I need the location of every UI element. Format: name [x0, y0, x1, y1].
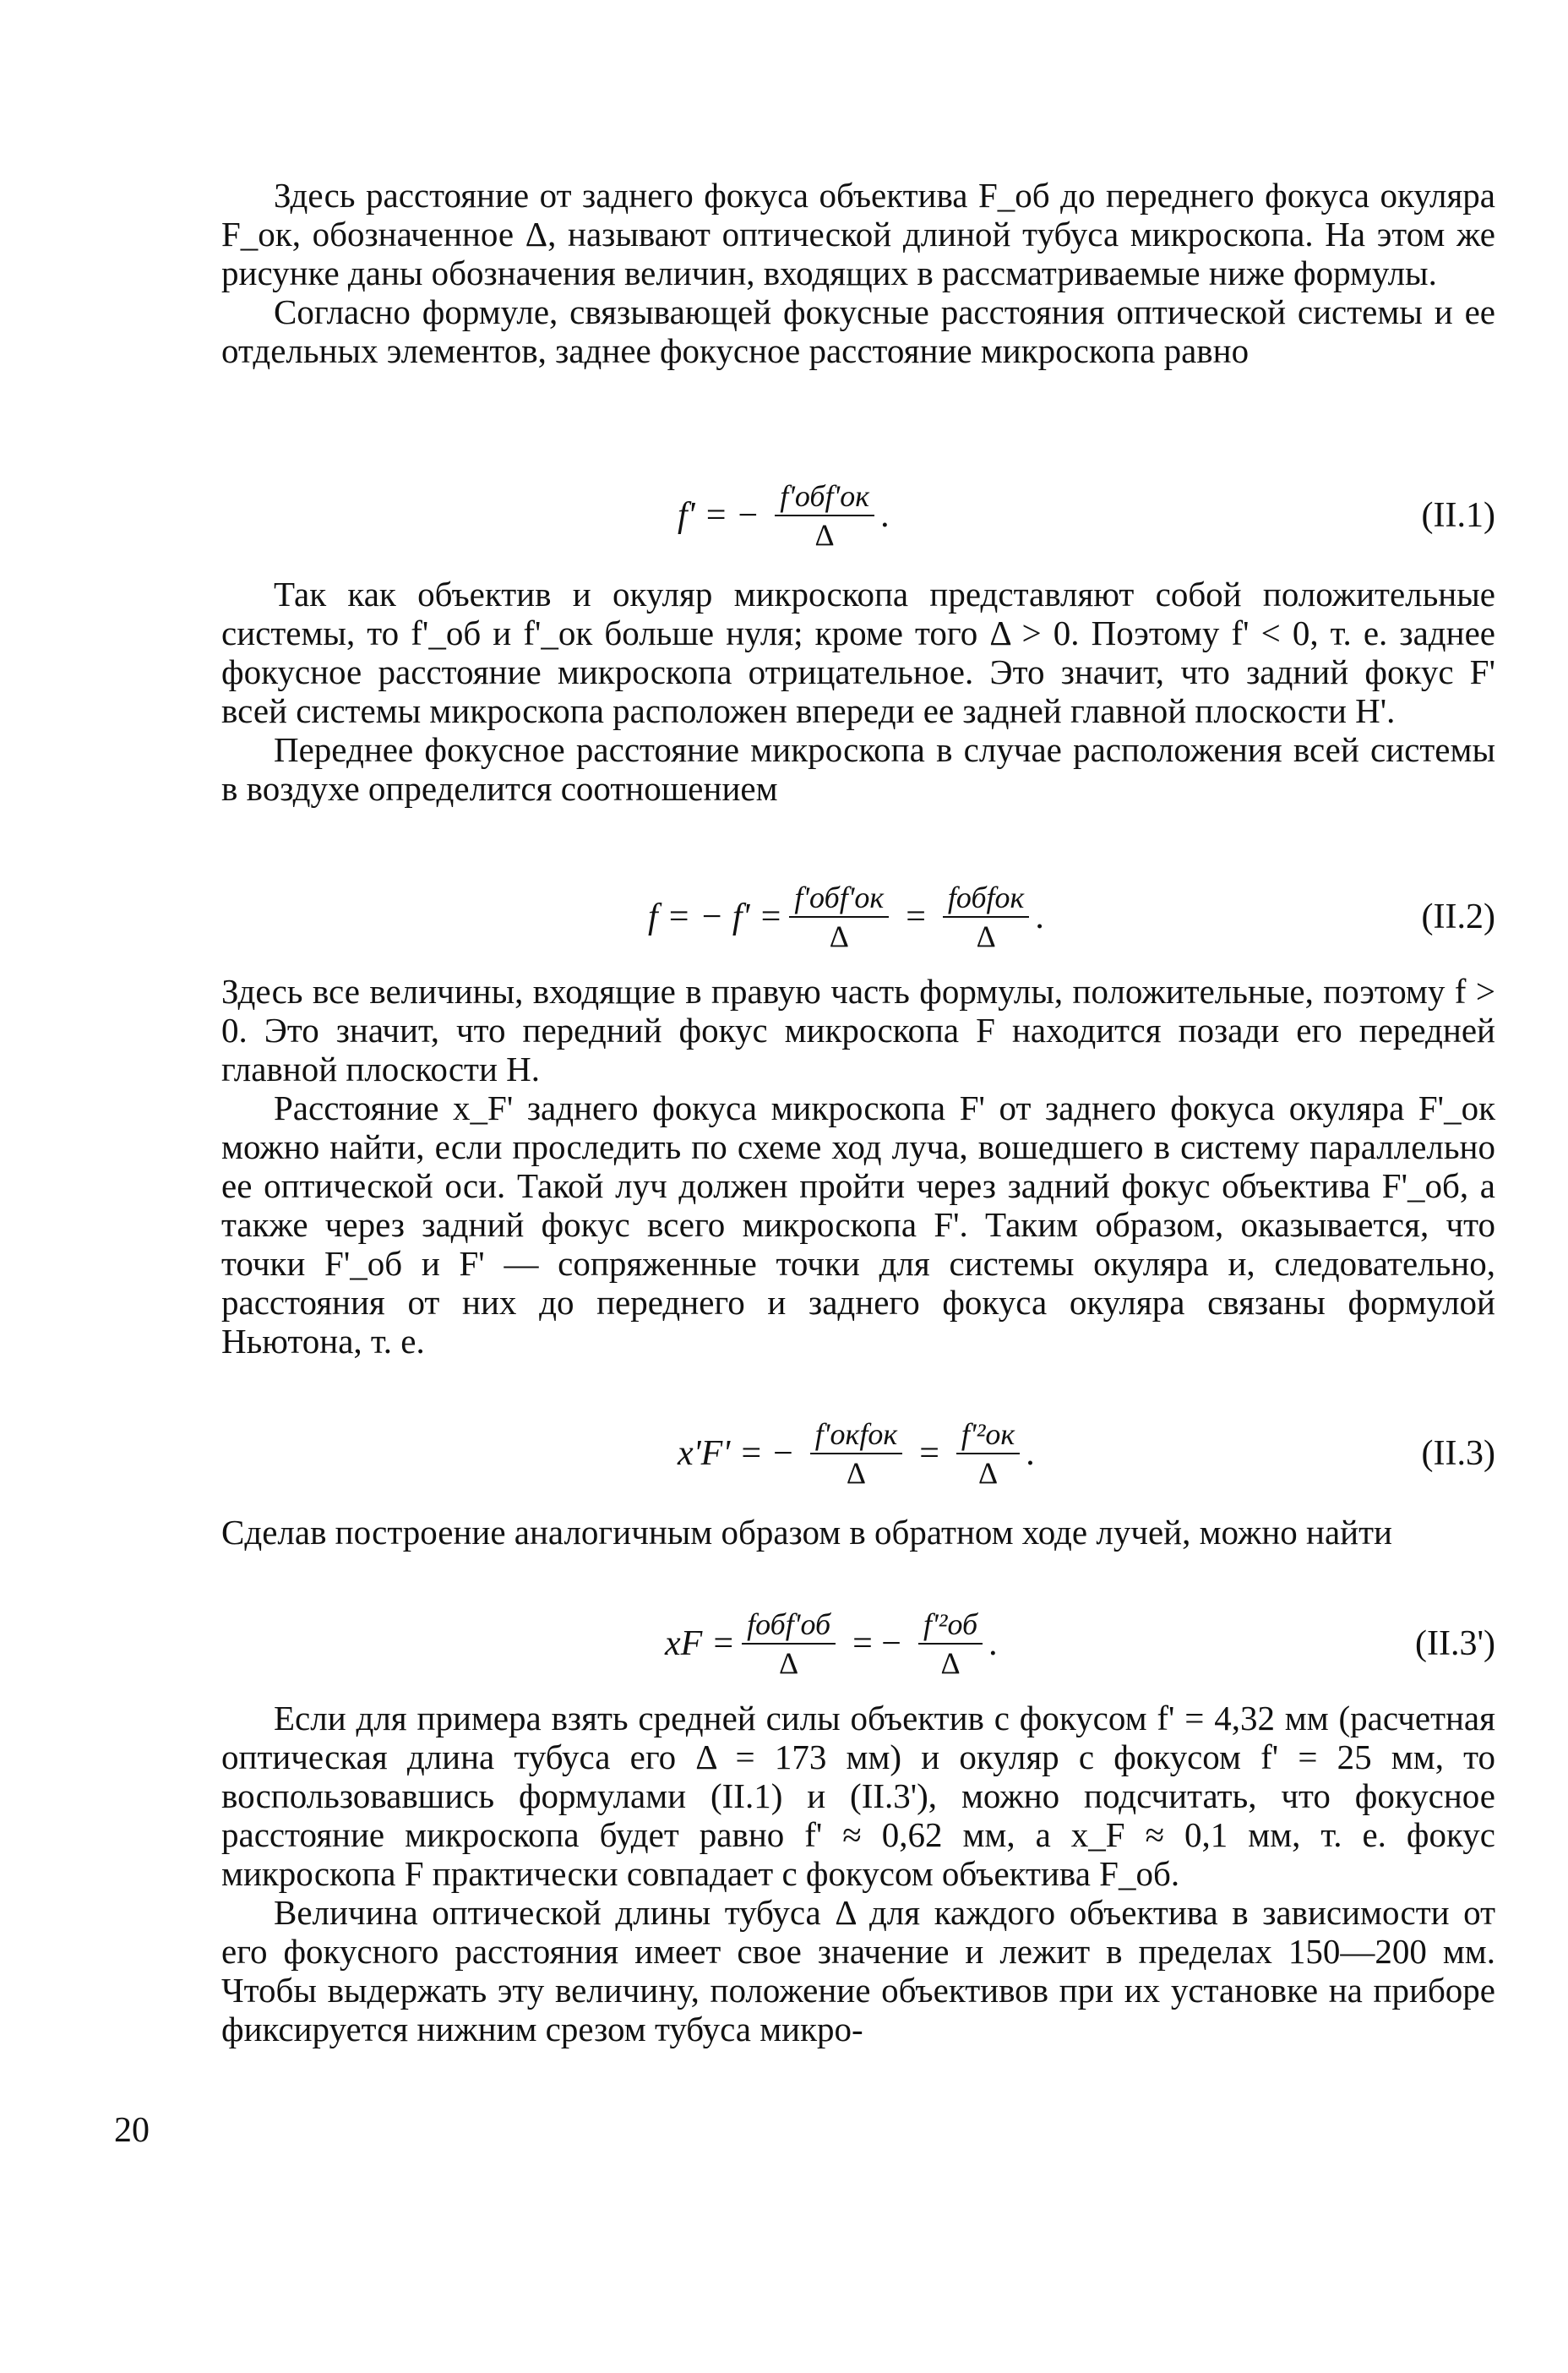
formula-II-3-prime-expression — [665, 1597, 999, 1690]
formula-II-2-equals: = — [906, 897, 926, 936]
formula-II-3-minus: − — [773, 1434, 793, 1473]
formula-II-2-denominator-2: Δ — [976, 919, 996, 953]
formula-II-3-label: (II.3) — [1421, 1434, 1495, 1473]
formula-II-2-numerator-1: f'обf'ок — [789, 881, 889, 918]
paragraph-8: Если для примера взять средней силы объектив с фокусом f' = 4,32 мм (расчетная оптическая длина тубуса его Δ = 173 мм) и окуляр с фокусом f' = 25 мм, то воспользовавшись формулами (II.1) и (II.3'), можно подсчитать, что фокусное расстояние микроскопа будет равно f' ≈ 0,62 мм, а x_F ≈ 0,1 мм, т. е. фокус микроскопа F практически совпадает с фокусом объектива F_об. — [221, 1699, 1495, 1893]
formula-II-3-fraction-2 — [956, 1417, 1020, 1490]
formula-II-3-prime-lhs: xF = — [665, 1624, 736, 1663]
formula-II-3-prime-fraction-1 — [742, 1607, 836, 1680]
formula-II-3 — [221, 1407, 1495, 1500]
formula-II-3-tail: . — [1026, 1434, 1036, 1473]
text-section-5 — [221, 1699, 1495, 2048]
paragraph-1: Здесь расстояние от заднего фокуса объектива F_об до переднего фокуса окуляра F_ок, обозначенное Δ, называют оптической длиной тубуса микроскопа. На этом же рисунке даны обозначения величин, входящих в рассматриваемые ниже формулы. — [221, 176, 1495, 292]
formula-II-3-numerator-2: f'²ок — [956, 1417, 1020, 1454]
paragraph-4: Переднее фокусное расстояние микроскопа в случае расположения всей системы в воздухе определится соотношением — [221, 730, 1495, 808]
formula-II-1-lhs: f' = — [678, 496, 728, 535]
formula-II-2-denominator-1: Δ — [829, 919, 849, 953]
formula-II-1 — [221, 469, 1495, 562]
formula-II-3-denominator-1: Δ — [846, 1456, 867, 1490]
paragraph-3: Так как объектив и окуляр микроскопа представляют собой положительные системы, то f'_об и f'_ок больше нуля; кроме того Δ > 0. Поэтому f' < 0, т. е. заднее фокусное расстояние микроскопа отрицательное. Это значит, что задний фокус F' всей системы микроскопа расположен впереди ее задней главной плоскости H'. — [221, 575, 1495, 730]
text-section-2 — [221, 575, 1495, 808]
formula-II-1-expression — [678, 469, 890, 562]
formula-II-3-prime-fraction-2 — [918, 1607, 983, 1680]
formula-II-2-expression — [648, 870, 1045, 963]
formula-II-2-fraction-1 — [789, 881, 889, 953]
text-section-3 — [221, 972, 1495, 1361]
formula-II-3-lhs: x'F' = — [678, 1434, 764, 1473]
formula-II-3-equals: = — [919, 1434, 939, 1473]
formula-II-3-prime — [221, 1597, 1495, 1690]
formula-II-1-fraction — [775, 479, 874, 552]
formula-II-3-prime-numerator-1: fобf'об — [742, 1607, 836, 1645]
formula-II-2-lhs: f = − f' = — [648, 897, 783, 936]
paragraph-7: Сделав построение аналогичным образом в обратном ходе лучей, можно найти — [221, 1513, 1392, 1552]
paragraph-5: Здесь все величины, входящие в правую часть формулы, положительные, поэтому f > 0. Это значит, что передний фокус микроскопа F находится позади его передней главной плоскости H. — [221, 972, 1495, 1088]
formula-II-2-numerator-2: fобfок — [943, 881, 1029, 918]
formula-II-3-fraction-1 — [810, 1417, 902, 1490]
formula-II-3-prime-denominator-1: Δ — [779, 1646, 799, 1680]
page-number: 20 — [114, 2111, 150, 2150]
formula-II-2-tail: . — [1036, 897, 1045, 936]
paragraph-2: Согласно формуле, связывающей фокусные расстояния оптической системы и ее отдельных элементов, заднее фокусное расстояние микроскопа равно — [221, 292, 1495, 370]
formula-II-3-prime-numerator-2: f'²об — [918, 1607, 983, 1645]
formula-II-1-label: (II.1) — [1421, 496, 1495, 535]
formula-II-2 — [221, 870, 1495, 963]
paragraph-6: Расстояние x_F' заднего фокуса микроскопа F' от заднего фокуса окуляра F'_ок можно найти, если проследить по схеме ход луча, вошедшего в систему параллельно ее оптической оси. Такой луч должен пройти через задний фокус объектива F'_об, а также через задний фокус всего микроскопа F'. Таким образом, оказывается, что точки F'_об и F' — сопряженные точки для системы окуляра и, следовательно, расстояния от них до переднего и заднего фокуса окуляра связаны формулой Ньютона, т. е. — [221, 1088, 1495, 1361]
formula-II-3-expression — [678, 1407, 1036, 1500]
formula-II-1-denominator: Δ — [814, 518, 835, 552]
formula-II-3-prime-label: (II.3') — [1414, 1624, 1495, 1663]
text-section-1 — [221, 176, 1495, 370]
text-section-4 — [221, 1513, 1495, 1552]
formula-II-3-prime-tail: . — [989, 1624, 999, 1663]
formula-II-3-prime-denominator-2: Δ — [940, 1646, 961, 1680]
formula-II-1-numerator: f'обf'ок — [775, 479, 874, 516]
formula-II-3-denominator-2: Δ — [977, 1456, 999, 1490]
formula-II-1-minus: − — [738, 496, 759, 535]
formula-II-3-prime-equals: = − — [852, 1624, 901, 1663]
formula-II-2-label: (II.2) — [1421, 897, 1495, 936]
paragraph-9: Величина оптической длины тубуса Δ для каждого объектива в зависимости от его фокусного расстояния имеет свое значение и лежит в пределах 150—200 мм. Чтобы выдержать эту величину, положение объективов при их установке на приборе фиксируется нижним срезом тубуса микро- — [221, 1893, 1495, 2048]
formula-II-2-fraction-2 — [943, 881, 1029, 953]
formula-II-3-numerator-1: f'окfок — [810, 1417, 902, 1454]
formula-II-1-tail: . — [881, 496, 890, 535]
